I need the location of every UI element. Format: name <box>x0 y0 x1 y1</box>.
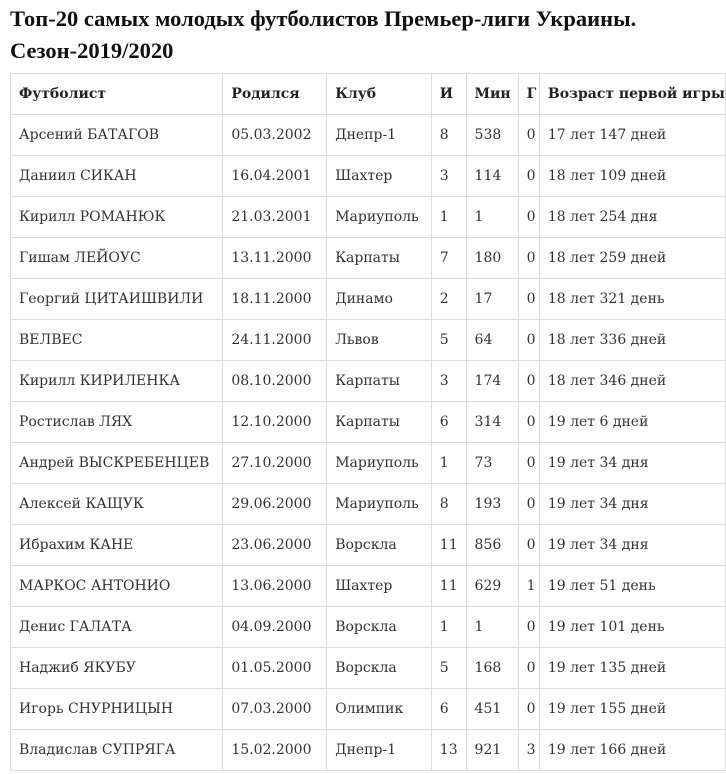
cell-games: 2 <box>431 279 466 320</box>
cell-born: 29.06.2000 <box>223 484 327 525</box>
table-row <box>11 156 726 197</box>
cell-player: Кирилл КИРИЛЕНКА <box>11 361 223 402</box>
cell-player: Игорь СНУРНИЦЫН <box>11 689 223 730</box>
cell-club: Шахтер <box>327 156 432 197</box>
cell-player: Андрей ВЫСКРЕБЕНЦЕВ <box>11 443 223 484</box>
players-table <box>10 73 726 771</box>
table-row <box>11 607 726 648</box>
cell-player: Даниил СИКАН <box>11 156 223 197</box>
cell-minutes: 193 <box>466 484 518 525</box>
cell-player: Георгий ЦИТАИШВИЛИ <box>11 279 223 320</box>
cell-minutes: 856 <box>466 525 518 566</box>
cell-debut-age: 18 лет 321 день <box>539 279 725 320</box>
cell-goals: 3 <box>518 730 539 771</box>
header-games: И <box>431 74 466 115</box>
cell-debut-age: 19 лет 34 дня <box>539 525 725 566</box>
header-goals: Г <box>518 74 539 115</box>
cell-minutes: 1 <box>466 607 518 648</box>
cell-debut-age: 18 лет 259 дней <box>539 238 725 279</box>
cell-minutes: 174 <box>466 361 518 402</box>
cell-born: 23.06.2000 <box>223 525 327 566</box>
cell-minutes: 73 <box>466 443 518 484</box>
cell-club: Мариуполь <box>327 484 432 525</box>
cell-born: 08.10.2000 <box>223 361 327 402</box>
cell-born: 15.02.2000 <box>223 730 327 771</box>
cell-born: 21.03.2001 <box>223 197 327 238</box>
title-line-1: Топ-20 самых молодых футболистов Премьер-лиги Украины. <box>10 6 637 31</box>
cell-games: 7 <box>431 238 466 279</box>
header-debut-age: Возраст первой игры <box>539 74 725 115</box>
cell-born: 01.05.2000 <box>223 648 327 689</box>
cell-player: Гишам ЛЕЙОУС <box>11 238 223 279</box>
cell-player: Денис ГАЛАТА <box>11 607 223 648</box>
cell-minutes: 451 <box>466 689 518 730</box>
cell-goals: 0 <box>518 402 539 443</box>
cell-born: 27.10.2000 <box>223 443 327 484</box>
cell-debut-age: 19 лет 34 дня <box>539 484 725 525</box>
table-header-row <box>11 74 726 115</box>
cell-debut-age: 17 лет 147 дней <box>539 115 725 156</box>
cell-goals: 0 <box>518 689 539 730</box>
cell-games: 1 <box>431 197 466 238</box>
cell-born: 13.06.2000 <box>223 566 327 607</box>
table-row <box>11 689 726 730</box>
table-row <box>11 238 726 279</box>
table-row <box>11 525 726 566</box>
cell-minutes: 17 <box>466 279 518 320</box>
cell-debut-age: 19 лет 34 дня <box>539 443 725 484</box>
cell-games: 11 <box>431 566 466 607</box>
cell-debut-age: 18 лет 109 дней <box>539 156 725 197</box>
cell-goals: 0 <box>518 238 539 279</box>
header-minutes: Мин <box>466 74 518 115</box>
title-line-2: Сезон-2019/2020 <box>10 38 174 63</box>
cell-born: 13.11.2000 <box>223 238 327 279</box>
cell-games: 5 <box>431 320 466 361</box>
cell-games: 6 <box>431 689 466 730</box>
cell-debut-age: 19 лет 101 день <box>539 607 725 648</box>
cell-born: 04.09.2000 <box>223 607 327 648</box>
cell-club: Ворскла <box>327 648 432 689</box>
cell-player: Наджиб ЯКУБУ <box>11 648 223 689</box>
cell-games: 11 <box>431 525 466 566</box>
table-row <box>11 402 726 443</box>
cell-player: Владислав СУПРЯГА <box>11 730 223 771</box>
table-body <box>11 115 726 771</box>
table-row <box>11 115 726 156</box>
table-row <box>11 566 726 607</box>
cell-minutes: 921 <box>466 730 518 771</box>
cell-goals: 0 <box>518 156 539 197</box>
cell-debut-age: 19 лет 51 день <box>539 566 725 607</box>
cell-club: Днепр-1 <box>327 115 432 156</box>
header-player: Футболист <box>11 74 223 115</box>
table-row <box>11 730 726 771</box>
cell-debut-age: 18 лет 254 дня <box>539 197 725 238</box>
cell-games: 8 <box>431 115 466 156</box>
cell-goals: 0 <box>518 484 539 525</box>
cell-player: Ибрахим КАНЕ <box>11 525 223 566</box>
cell-born: 18.11.2000 <box>223 279 327 320</box>
cell-minutes: 314 <box>466 402 518 443</box>
cell-goals: 0 <box>518 320 539 361</box>
cell-goals: 0 <box>518 361 539 402</box>
cell-club: Днепр-1 <box>327 730 432 771</box>
cell-born: 05.03.2002 <box>223 115 327 156</box>
cell-club: Карпаты <box>327 238 432 279</box>
cell-debut-age: 19 лет 155 дней <box>539 689 725 730</box>
cell-goals: 0 <box>518 443 539 484</box>
cell-player: Кирилл РОМАНЮК <box>11 197 223 238</box>
cell-club: Мариуполь <box>327 443 432 484</box>
table-row <box>11 443 726 484</box>
table-row <box>11 648 726 689</box>
cell-player: Арсений БАТАГОВ <box>11 115 223 156</box>
cell-goals: 0 <box>518 115 539 156</box>
cell-debut-age: 19 лет 6 дней <box>539 402 725 443</box>
cell-club: Карпаты <box>327 402 432 443</box>
cell-goals: 0 <box>518 197 539 238</box>
cell-games: 3 <box>431 156 466 197</box>
cell-player: МАРКОС АНТОНИО <box>11 566 223 607</box>
cell-club: Мариуполь <box>327 197 432 238</box>
table-row <box>11 320 726 361</box>
cell-games: 1 <box>431 607 466 648</box>
cell-club: Карпаты <box>327 361 432 402</box>
cell-club: Львов <box>327 320 432 361</box>
header-club: Клуб <box>327 74 432 115</box>
cell-debut-age: 19 лет 135 дней <box>539 648 725 689</box>
cell-club: Шахтер <box>327 566 432 607</box>
page-title <box>0 0 726 67</box>
cell-born: 12.10.2000 <box>223 402 327 443</box>
table-row <box>11 361 726 402</box>
cell-club: Динамо <box>327 279 432 320</box>
cell-debut-age: 19 лет 166 дней <box>539 730 725 771</box>
cell-games: 13 <box>431 730 466 771</box>
cell-games: 6 <box>431 402 466 443</box>
cell-minutes: 180 <box>466 238 518 279</box>
table-row <box>11 279 726 320</box>
cell-minutes: 1 <box>466 197 518 238</box>
cell-games: 8 <box>431 484 466 525</box>
header-born: Родился <box>223 74 327 115</box>
cell-goals: 0 <box>518 607 539 648</box>
cell-goals: 1 <box>518 566 539 607</box>
players-table-container <box>10 73 726 771</box>
cell-minutes: 629 <box>466 566 518 607</box>
cell-club: Олимпик <box>327 689 432 730</box>
cell-minutes: 538 <box>466 115 518 156</box>
cell-games: 1 <box>431 443 466 484</box>
cell-minutes: 168 <box>466 648 518 689</box>
cell-born: 24.11.2000 <box>223 320 327 361</box>
cell-debut-age: 18 лет 336 дней <box>539 320 725 361</box>
cell-player: Алексей КАЩУК <box>11 484 223 525</box>
cell-club: Ворскла <box>327 525 432 566</box>
cell-player: ВЕЛВЕС <box>11 320 223 361</box>
cell-born: 07.03.2000 <box>223 689 327 730</box>
cell-games: 5 <box>431 648 466 689</box>
cell-club: Ворскла <box>327 607 432 648</box>
table-row <box>11 197 726 238</box>
cell-minutes: 64 <box>466 320 518 361</box>
cell-goals: 0 <box>518 648 539 689</box>
cell-goals: 0 <box>518 525 539 566</box>
cell-debut-age: 18 лет 346 дней <box>539 361 725 402</box>
table-row <box>11 484 726 525</box>
cell-born: 16.04.2001 <box>223 156 327 197</box>
cell-games: 3 <box>431 361 466 402</box>
cell-player: Ростислав ЛЯХ <box>11 402 223 443</box>
cell-minutes: 114 <box>466 156 518 197</box>
cell-goals: 0 <box>518 279 539 320</box>
